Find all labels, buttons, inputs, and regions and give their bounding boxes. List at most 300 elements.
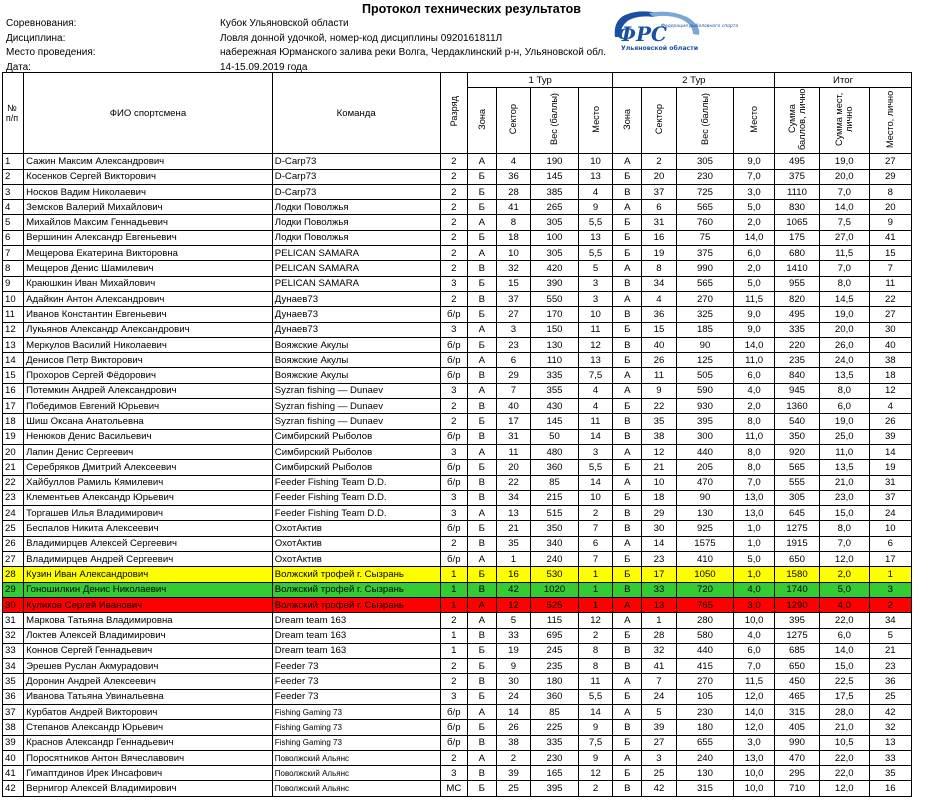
cell-zone-1: В [467, 628, 496, 643]
cell-rank: б/р [440, 307, 467, 322]
cell-zone-1: А [467, 154, 496, 169]
cell-zone-2: А [613, 750, 642, 765]
header-sum-places: Сумма мест, лично [819, 88, 869, 154]
cell-weight-2: 565 [676, 200, 733, 215]
cell-weight-1: 230 [531, 750, 578, 765]
cell-weight-2: 180 [676, 720, 733, 735]
cell-name: Меркулов Василий Николаевич [24, 337, 273, 352]
cell-sum-places: 19,0 [819, 414, 869, 429]
cell-rank: 1 [440, 597, 467, 612]
cell-sector-1: 33 [496, 628, 531, 643]
cell-name: Денисов Петр Викторович [24, 353, 273, 368]
cell-sum-points: 1275 [775, 521, 820, 536]
cell-team: Лодки Поволжья [272, 230, 440, 245]
table-row [3, 536, 912, 551]
table-row [3, 689, 912, 704]
cell-team: Волжский трофей г. Сызрань [272, 597, 440, 612]
cell-sector-1: 12 [496, 597, 531, 612]
cell-sum-points: 710 [775, 781, 820, 796]
cell-rank: б/р [440, 460, 467, 475]
cell-zone-2: Б [613, 215, 642, 230]
cell-zone-1: Б [467, 200, 496, 215]
cell-sector-1: 10 [496, 246, 531, 261]
cell-place-1: 3 [578, 276, 613, 291]
cell-sector-1: 22 [496, 475, 531, 490]
cell-sum-points: 395 [775, 613, 820, 628]
cell-num: 42 [3, 781, 24, 796]
cell-sector-1: 19 [496, 643, 531, 658]
cell-rank: 1 [440, 582, 467, 597]
cell-sum-points: 840 [775, 368, 820, 383]
cell-sector-2: 28 [642, 628, 677, 643]
cell-name: Беспалов Никита Алексеевич [24, 521, 273, 536]
cell-sector-2: 37 [642, 184, 677, 199]
cell-zone-1: А [467, 613, 496, 628]
cell-zone-2: В [613, 506, 642, 521]
cell-rank: б/р [440, 475, 467, 490]
cell-final-place: 6 [869, 536, 911, 551]
cell-rank: б/р [440, 429, 467, 444]
cell-sum-points: 555 [775, 475, 820, 490]
cell-num: 18 [3, 414, 24, 429]
cell-num: 34 [3, 659, 24, 674]
cell-final-place: 31 [869, 475, 911, 490]
cell-sector-2: 33 [642, 582, 677, 597]
cell-num: 1 [3, 154, 24, 169]
cell-place-1: 1 [578, 597, 613, 612]
meta-label: Дата: [6, 61, 31, 73]
cell-team: D-Carp73 [272, 184, 440, 199]
cell-sector-1: 7 [496, 383, 531, 398]
cell-sum-points: 470 [775, 750, 820, 765]
cell-team: Дунаев73 [272, 307, 440, 322]
cell-place-2: 5,0 [734, 276, 775, 291]
table-row [3, 475, 912, 490]
cell-weight-2: 325 [676, 307, 733, 322]
cell-weight-1: 305 [531, 215, 578, 230]
cell-num: 2 [3, 169, 24, 184]
cell-zone-2: А [613, 597, 642, 612]
cell-sector-1: 35 [496, 536, 531, 551]
cell-weight-1: 215 [531, 490, 578, 505]
cell-sum-points: 650 [775, 659, 820, 674]
cell-weight-1: 525 [531, 597, 578, 612]
cell-name: Краснов Александр Геннадьевич [24, 735, 273, 750]
cell-sum-places: 19,0 [819, 154, 869, 169]
cell-weight-1: 115 [531, 613, 578, 628]
cell-sum-places: 7,0 [819, 536, 869, 551]
cell-team: Feeder 73 [272, 674, 440, 689]
cell-sum-points: 830 [775, 200, 820, 215]
cell-rank: МС [440, 781, 467, 796]
cell-team: Лодки Поволжья [272, 200, 440, 215]
cell-team: Feeder Fishing Team D.D. [272, 490, 440, 505]
cell-zone-1: В [467, 536, 496, 551]
cell-team: Симбирский Рыболов [272, 429, 440, 444]
cell-weight-1: 150 [531, 322, 578, 337]
cell-sector-2: 13 [642, 597, 677, 612]
cell-zone-2: В [613, 521, 642, 536]
cell-num: 14 [3, 353, 24, 368]
cell-sum-places: 11,0 [819, 444, 869, 459]
cell-sum-points: 450 [775, 674, 820, 689]
cell-final-place: 33 [869, 750, 911, 765]
cell-place-2: 2,0 [734, 215, 775, 230]
cell-name: Носков Вадим Николаевич [24, 184, 273, 199]
cell-weight-1: 355 [531, 383, 578, 398]
cell-final-place: 26 [869, 414, 911, 429]
cell-name: Краюшкин Иван Михайлович [24, 276, 273, 291]
cell-team: Поволжский Альянс [272, 781, 440, 796]
cell-weight-1: 130 [531, 337, 578, 352]
cell-team: Syzran fishing — Dunaev [272, 383, 440, 398]
cell-final-place: 19 [869, 460, 911, 475]
table-row [3, 246, 912, 261]
cell-final-place: 38 [869, 353, 911, 368]
cell-sector-1: 23 [496, 337, 531, 352]
cell-zone-2: А [613, 704, 642, 719]
cell-zone-2: В [613, 429, 642, 444]
cell-place-1: 13 [578, 353, 613, 368]
cell-sum-places: 22,5 [819, 674, 869, 689]
logo-mark: ФРС [617, 22, 667, 46]
cell-sector-2: 2 [642, 154, 677, 169]
logo-line2: Ульяновской области [621, 45, 699, 52]
cell-zone-1: Б [467, 184, 496, 199]
cell-rank: б/р [440, 735, 467, 750]
table-row [3, 230, 912, 245]
cell-team: Поволжский Альянс [272, 766, 440, 781]
cell-sum-points: 920 [775, 444, 820, 459]
header-tour1: 1 Тур [467, 73, 613, 88]
cell-zone-2: А [613, 613, 642, 628]
cell-sector-2: 25 [642, 766, 677, 781]
cell-final-place: 41 [869, 230, 911, 245]
cell-sector-2: 17 [642, 567, 677, 582]
cell-sum-places: 22,0 [819, 750, 869, 765]
cell-place-2: 3,0 [734, 597, 775, 612]
cell-weight-2: 90 [676, 337, 733, 352]
cell-sum-places: 22,0 [819, 613, 869, 628]
cell-num: 20 [3, 444, 24, 459]
cell-sum-places: 2,0 [819, 567, 869, 582]
cell-team: ОхотАктив [272, 552, 440, 567]
cell-team: Feeder 73 [272, 659, 440, 674]
cell-place-1: 14 [578, 475, 613, 490]
cell-sum-points: 495 [775, 307, 820, 322]
table-row [3, 567, 912, 582]
cell-place-2: 6,0 [734, 246, 775, 261]
cell-final-place: 34 [869, 613, 911, 628]
cell-name: Владимирцев Алексей Сергеевич [24, 536, 273, 551]
cell-place-2: 7,0 [734, 475, 775, 490]
cell-zone-2: В [613, 781, 642, 796]
cell-weight-1: 550 [531, 291, 578, 306]
cell-place-1: 10 [578, 307, 613, 322]
cell-sum-places: 7,0 [819, 184, 869, 199]
cell-zone-1: В [467, 475, 496, 490]
logo-line1: Федерация рыболовного спорта [661, 24, 739, 29]
cell-place-1: 11 [578, 674, 613, 689]
cell-zone-2: Б [613, 169, 642, 184]
cell-sector-1: 31 [496, 429, 531, 444]
cell-num: 17 [3, 399, 24, 414]
cell-weight-1: 385 [531, 184, 578, 199]
cell-team: ОхотАктив [272, 521, 440, 536]
cell-sector-2: 40 [642, 337, 677, 352]
cell-rank: 1 [440, 643, 467, 658]
results-table [2, 72, 912, 797]
cell-sector-1: 11 [496, 444, 531, 459]
cell-place-1: 5,5 [578, 246, 613, 261]
cell-weight-1: 390 [531, 276, 578, 291]
cell-place-1: 12 [578, 337, 613, 352]
cell-team: Симбирский Рыболов [272, 460, 440, 475]
cell-final-place: 10 [869, 521, 911, 536]
cell-rank: 3 [440, 689, 467, 704]
cell-final-place: 23 [869, 659, 911, 674]
cell-sum-places: 27,0 [819, 230, 869, 245]
cell-weight-1: 265 [531, 200, 578, 215]
cell-final-place: 30 [869, 322, 911, 337]
cell-zone-1: Б [467, 276, 496, 291]
cell-name: Иванова Татьяна Увинальевна [24, 689, 273, 704]
cell-final-place: 21 [869, 643, 911, 658]
cell-sector-1: 20 [496, 460, 531, 475]
cell-zone-1: Б [467, 521, 496, 536]
cell-weight-1: 515 [531, 506, 578, 521]
cell-weight-1: 190 [531, 154, 578, 169]
meta-value: Ловля донной удочкой, номер-код дисциплины 0920161811Л [220, 32, 503, 44]
cell-place-1: 6 [578, 536, 613, 551]
cell-sector-1: 9 [496, 659, 531, 674]
cell-zone-1: Б [467, 643, 496, 658]
cell-team: Fishing Gaming 73 [272, 720, 440, 735]
cell-sum-points: 375 [775, 169, 820, 184]
cell-rank: 1 [440, 567, 467, 582]
cell-sum-places: 12,0 [819, 781, 869, 796]
cell-sum-places: 8,0 [819, 383, 869, 398]
cell-weight-1: 85 [531, 704, 578, 719]
page-title: Протокол технических результатов [362, 2, 581, 16]
table-row [3, 399, 912, 414]
cell-sum-places: 20,0 [819, 322, 869, 337]
table-row [3, 307, 912, 322]
table-row [3, 460, 912, 475]
cell-place-2: 9,0 [734, 154, 775, 169]
table-row [3, 704, 912, 719]
cell-sector-2: 26 [642, 353, 677, 368]
cell-weight-1: 335 [531, 735, 578, 750]
cell-sector-2: 15 [642, 322, 677, 337]
cell-name: Потемкин Андрей Александрович [24, 383, 273, 398]
cell-weight-2: 565 [676, 276, 733, 291]
cell-weight-2: 270 [676, 291, 733, 306]
table-row [3, 674, 912, 689]
cell-name: Косенков Сергей Викторович [24, 169, 273, 184]
cell-zone-1: Б [467, 659, 496, 674]
cell-sum-points: 405 [775, 720, 820, 735]
cell-final-place: 15 [869, 246, 911, 261]
cell-num: 28 [3, 567, 24, 582]
cell-team: Волжский трофей г. Сызрань [272, 582, 440, 597]
cell-sector-1: 27 [496, 307, 531, 322]
cell-rank: б/р [440, 720, 467, 735]
cell-sector-2: 4 [642, 291, 677, 306]
cell-place-2: 8,0 [734, 460, 775, 475]
cell-weight-1: 395 [531, 781, 578, 796]
cell-zone-2: Б [613, 322, 642, 337]
cell-weight-1: 480 [531, 444, 578, 459]
cell-sum-points: 305 [775, 490, 820, 505]
cell-name: Серебряков Дмитрий Алексеевич [24, 460, 273, 475]
cell-num: 22 [3, 475, 24, 490]
cell-sum-places: 13,5 [819, 460, 869, 475]
table-row [3, 444, 912, 459]
cell-name: Михайлов Максим Геннадьевич [24, 215, 273, 230]
cell-place-1: 10 [578, 490, 613, 505]
cell-sum-places: 4,0 [819, 597, 869, 612]
table-row [3, 613, 912, 628]
cell-sum-places: 7,5 [819, 215, 869, 230]
cell-num: 3 [3, 184, 24, 199]
cell-num: 35 [3, 674, 24, 689]
cell-zone-2: В [613, 184, 642, 199]
cell-final-place: 42 [869, 704, 911, 719]
cell-sector-1: 41 [496, 200, 531, 215]
cell-sector-1: 21 [496, 521, 531, 536]
cell-zone-2: А [613, 475, 642, 490]
cell-final-place: 12 [869, 383, 911, 398]
cell-zone-1: А [467, 750, 496, 765]
cell-zone-2: В [613, 582, 642, 597]
cell-zone-1: Б [467, 781, 496, 796]
cell-rank: б/р [440, 521, 467, 536]
cell-rank: 2 [440, 536, 467, 551]
cell-place-2: 11,5 [734, 291, 775, 306]
cell-zone-2: А [613, 291, 642, 306]
cell-rank: 2 [440, 184, 467, 199]
cell-place-1: 9 [578, 200, 613, 215]
cell-sum-places: 12,0 [819, 552, 869, 567]
cell-team: Вояжские Акулы [272, 337, 440, 352]
cell-final-place: 9 [869, 215, 911, 230]
cell-sector-2: 41 [642, 659, 677, 674]
cell-final-place: 37 [869, 490, 911, 505]
cell-rank: 2 [440, 659, 467, 674]
cell-place-1: 5,5 [578, 460, 613, 475]
cell-zone-2: В [613, 337, 642, 352]
table-row [3, 261, 912, 276]
cell-sum-places: 14,0 [819, 200, 869, 215]
cell-sum-points: 680 [775, 246, 820, 261]
cell-place-1: 3 [578, 291, 613, 306]
cell-sector-2: 19 [642, 246, 677, 261]
cell-zone-2: А [613, 444, 642, 459]
cell-weight-2: 1050 [676, 567, 733, 582]
cell-sector-1: 25 [496, 781, 531, 796]
cell-final-place: 14 [869, 444, 911, 459]
cell-place-1: 7,5 [578, 368, 613, 383]
cell-place-2: 12,0 [734, 720, 775, 735]
cell-sum-places: 19,0 [819, 307, 869, 322]
cell-name: Маркова Татьяна Владимировна [24, 613, 273, 628]
cell-place-2: 2,0 [734, 261, 775, 276]
cell-num: 30 [3, 597, 24, 612]
cell-weight-1: 145 [531, 169, 578, 184]
cell-rank: 2 [440, 246, 467, 261]
cell-sector-2: 16 [642, 230, 677, 245]
cell-team: D-Carp73 [272, 154, 440, 169]
cell-final-place: 29 [869, 169, 911, 184]
cell-sum-places: 8,0 [819, 276, 869, 291]
cell-sector-2: 39 [642, 720, 677, 735]
header-sum-points: Сумма баллов, лично [775, 88, 820, 154]
cell-sector-2: 30 [642, 521, 677, 536]
cell-place-1: 13 [578, 169, 613, 184]
cell-sum-places: 21,0 [819, 475, 869, 490]
cell-sum-points: 1410 [775, 261, 820, 276]
cell-final-place: 32 [869, 720, 911, 735]
cell-weight-1: 50 [531, 429, 578, 444]
cell-sector-2: 23 [642, 552, 677, 567]
cell-sum-points: 945 [775, 383, 820, 398]
cell-sum-points: 1915 [775, 536, 820, 551]
cell-weight-2: 760 [676, 215, 733, 230]
cell-weight-2: 925 [676, 521, 733, 536]
cell-sector-1: 29 [496, 368, 531, 383]
cell-zone-1: Б [467, 307, 496, 322]
cell-sector-2: 5 [642, 704, 677, 719]
cell-weight-2: 930 [676, 399, 733, 414]
cell-place-2: 10,0 [734, 613, 775, 628]
cell-place-2: 1,0 [734, 536, 775, 551]
cell-rank: 3 [440, 506, 467, 521]
header-zone-2: Зона [613, 88, 642, 154]
cell-place-2: 6,0 [734, 368, 775, 383]
cell-place-2: 13,0 [734, 750, 775, 765]
cell-final-place: 16 [869, 781, 911, 796]
cell-zone-2: А [613, 674, 642, 689]
cell-place-2: 11,0 [734, 353, 775, 368]
meta-row [6, 46, 606, 61]
cell-rank: 2 [440, 154, 467, 169]
cell-num: 19 [3, 429, 24, 444]
cell-sector-1: 32 [496, 261, 531, 276]
cell-weight-2: 990 [676, 261, 733, 276]
cell-weight-2: 725 [676, 184, 733, 199]
cell-rank: 3 [440, 444, 467, 459]
cell-sector-1: 17 [496, 414, 531, 429]
cell-sector-2: 14 [642, 536, 677, 551]
cell-final-place: 40 [869, 337, 911, 352]
cell-zone-1: Б [467, 414, 496, 429]
table-row [3, 597, 912, 612]
cell-zone-1: В [467, 490, 496, 505]
cell-weight-2: 280 [676, 613, 733, 628]
cell-team: Дунаев73 [272, 291, 440, 306]
meta-value: 14-15.09.2019 года [220, 61, 308, 73]
cell-sector-2: 7 [642, 674, 677, 689]
cell-team: Feeder 73 [272, 689, 440, 704]
cell-zone-1: А [467, 322, 496, 337]
cell-sum-points: 1065 [775, 215, 820, 230]
cell-place-1: 2 [578, 781, 613, 796]
cell-name: Победимов Евгений Юрьевич [24, 399, 273, 414]
cell-rank: 2 [440, 613, 467, 628]
cell-zone-2: А [613, 383, 642, 398]
cell-final-place: 25 [869, 689, 911, 704]
